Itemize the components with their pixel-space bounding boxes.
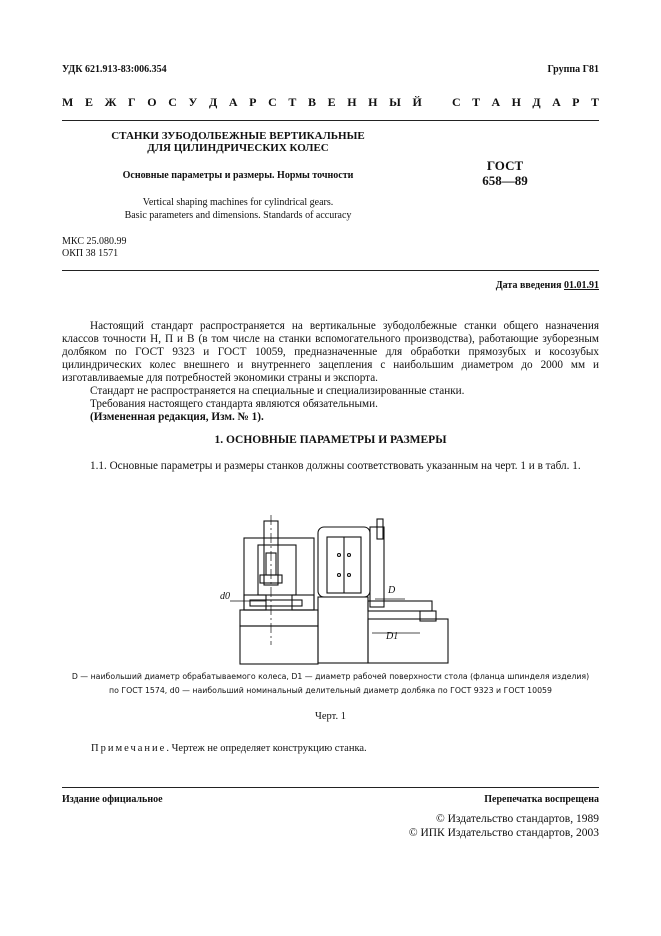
udk-code: УДК 621.913-83:006.354 <box>62 64 167 75</box>
label-D1: D1 <box>386 631 399 642</box>
copyright-1989: © Издательство стандартов, 1989 <box>435 813 599 825</box>
side-view <box>318 519 448 663</box>
amendment-note: (Измененная редакция, Изм. № 1). <box>90 411 264 423</box>
reprint-prohibited: Перепечатка воспрещена <box>484 794 599 805</box>
figure-number: Черт. 1 <box>315 711 346 722</box>
scope-paragraph-3: Требования настоящего стандарта являются обязательными. <box>90 398 378 410</box>
introduction-date <box>496 280 599 291</box>
banner-word-1: М Е Ж Г О С У Д А Р С Т В Е Н Н Ы Й <box>62 95 422 109</box>
bottom-divider <box>62 787 599 788</box>
gost-number: 658—89 <box>482 173 528 188</box>
scope-paragraph-2: Стандарт не распространяется на специальные и специализированные станки. <box>90 385 465 397</box>
document-subtitle: Основные параметры и размеры. Нормы точности <box>122 170 354 181</box>
label-d0: d0 <box>220 591 230 602</box>
intro-date-label: Дата введения <box>495 280 562 291</box>
machine-drawing <box>200 515 460 665</box>
banner-word-2: С Т А Н Д А Р Т <box>452 95 599 109</box>
middle-divider <box>62 270 599 271</box>
classification-codes <box>62 236 126 260</box>
english-title <box>62 196 414 222</box>
gost-designation <box>480 158 530 188</box>
clause-text: 1.1. Основные параметры и размеры станков должны соответствовать указанным на черт. 1 и в табл. 1. <box>90 460 581 472</box>
caption-line-1: D — наибольший диаметр обрабатываемого колеса, D1 — диаметр рабочей поверхности стола (фланца шпинделя изделия) <box>71 672 590 681</box>
official-edition: Издание официальное <box>62 794 163 805</box>
note-label: Примечание <box>91 743 167 754</box>
caption-line-2: по ГОСТ 1574, d0 — наибольший номинальный делительный диаметр долбяка по ГОСТ 9323 и ГОСТ 10059 <box>109 686 552 695</box>
standard-banner <box>62 95 599 110</box>
copyright-2003: © ИПК Издательство стандартов, 2003 <box>408 827 599 839</box>
label-D: D <box>388 585 396 596</box>
scope-text <box>62 320 599 424</box>
english-title-line-1: Vertical shaping machines for cylindrical gears. <box>142 197 334 208</box>
intro-date-value: 01.01.91 <box>564 280 599 291</box>
group-code: Группа Г81 <box>547 64 599 75</box>
drawing-note <box>91 743 367 754</box>
title-line-1: СТАНКИ ЗУБОДОЛБЕЖНЫЕ ВЕРТИКАЛЬНЫЕ <box>111 130 365 142</box>
front-view <box>240 515 318 664</box>
gost-label: ГОСТ <box>486 158 524 173</box>
clause-1-1 <box>62 460 599 473</box>
note-text: . Чертеж не определяет конструкцию станка. <box>166 743 367 754</box>
document-title <box>62 130 414 154</box>
mks-code: МКС 25.080.99 <box>62 236 127 247</box>
english-title-line-2: Basic parameters and dimensions. Standards of accuracy <box>124 210 352 221</box>
section-title: 1. ОСНОВНЫЕ ПАРАМЕТРЫ И РАЗМЕРЫ <box>214 434 447 446</box>
top-divider <box>62 120 599 121</box>
okp-code: ОКП 38 1571 <box>62 248 119 259</box>
copyright-block <box>409 812 599 840</box>
figure-caption <box>62 670 599 698</box>
scope-paragraph-1: Настоящий стандарт распространяется на вертикальные зубодолбежные станки общего назначения классов точности Н, П и В (в том числе на станки вспомогательного производства), работающие зуборезным долбяком по ГОСТ 9323 и ГОСТ 10059, предназначенные для обработки прямозубых и косозубых цилиндрических колес внешнего и внутреннего зацепления с наибольшим диаметром до 2000 мм и изготавливаемые для потребностей экономики страны и экспорта. <box>62 320 599 384</box>
title-line-2: ДЛЯ ЦИЛИНДРИЧЕСКИХ КОЛЕС <box>147 142 329 154</box>
